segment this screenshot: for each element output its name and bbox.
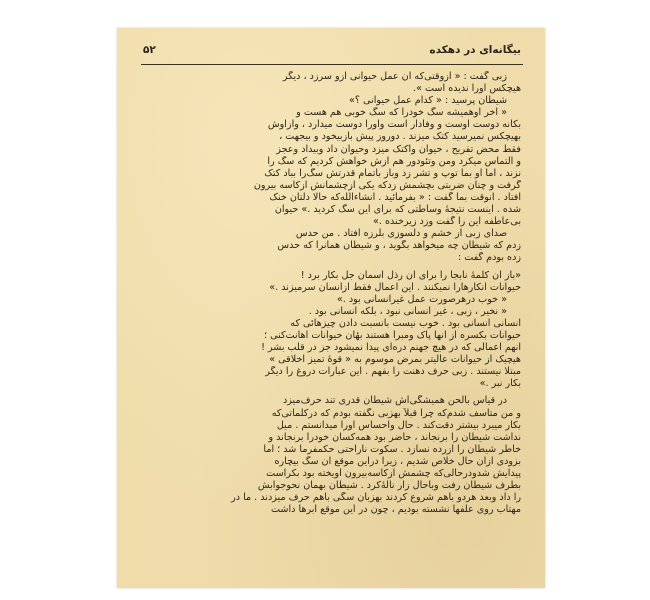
text-line: حیوانات انکارهارا نمیکنند . این اعمال فقط ازانسان سرمیزند .» xyxy=(269,281,521,293)
text-line: شده . اینست نتیجهٔ وساطتی که برای این سگ کردید .» حیوان xyxy=(274,204,521,216)
text-line: فقط محض تفریح ، حیوان واکتک میزد وحیوان داد وبیداد وعجز xyxy=(276,143,521,155)
text-line: خاطر شیطان را آزرده نسازد . سکوت ناراحتی حکمفرما شد ؛ اما xyxy=(263,443,521,455)
text-line: « آخر اوهمیشه سگ خودرا که سگ خوبی هم هست و xyxy=(296,107,507,119)
text-line: نزند ، اما او بما توپ و تشر زد وباز باتمام قدرتش سگ‌را بباد کتک xyxy=(264,167,521,179)
text-line: صدای زبی از خشم و دلسوزی بلرزه افتاد . من حدس xyxy=(295,228,507,240)
text-line: انسانی انسانی بود . خوب نیست بانسبت دادن چیزهائی که xyxy=(290,317,521,329)
text-line: بکانه دوست اوست و وفادار است واورا دوست میدارد ، وازاوش xyxy=(267,119,521,131)
text-line: در قیاس بالحن همیشگی‌اش شیطان قدری تند حرف‌میزد xyxy=(282,395,507,407)
text-line: « نخیر ، زبی ، غیر انسانی نبود ، بلکه انسانی بود . xyxy=(308,305,507,317)
text-line: بی‌عاطفه این را گفت وزد زیرخنده .» xyxy=(373,216,521,228)
text-line: زدم که شیطان چه میخواهد بگوید ، و شیطان همانرا که حدس xyxy=(277,240,521,252)
text-line: بکار میبرد بیشتر دقت‌کند . حال واحساس اورا میدانستم . میل xyxy=(276,419,521,431)
header-rule xyxy=(141,64,523,65)
text-line: بزودی ازآن حال خلاص شدیم ، زیرا دراین موقع آن سگ بیچاره xyxy=(274,455,521,467)
text-line: زبی گفت : « ازوقتی‌که آن عمل حیوانی ازو سرزد ، دیگر xyxy=(282,71,507,82)
text-line: «باز آن کلمهٔ نابجا را برای آن رذل آسمان جل بکار برد ! xyxy=(300,269,521,281)
text-line: هیچیک از حیوانات عالیتر بمرض موسوم به « قوهٔ تمیز اخلاقی » xyxy=(269,354,521,366)
text-line: بهیچکس نمیرسید کتک میزند . دوروز پیش بازبیخود و بیجهت ، xyxy=(279,131,521,143)
running-header xyxy=(143,44,521,62)
page-number: ۵۲ xyxy=(143,44,156,56)
text-line: هیچکس اورا ندیده است ». xyxy=(413,83,521,95)
text-line: و من متأسف شدم‌که چرا قبلاً بهزبی نگفته بودم که درکلماتی‌که xyxy=(271,407,521,419)
text-line: و التماس میکرد ومن وتئودور هم ازش خواهش کردیم که سگ را xyxy=(267,155,521,167)
text-line: افتاد . آنوقت بما گفت : « بفرمائید . انشاءالله‌که حالا دلتان خنک xyxy=(269,191,521,203)
text-line: مهتاب روی علفها نشسته بودیم ، چون در این موقع ابرها داشت xyxy=(271,504,521,516)
text-line: بکار نبر .» xyxy=(479,378,521,390)
text-line: را داد وبعد هردو باهم شروع کردند بهزبان سگی باهم حرف میزدند . ما در xyxy=(231,492,521,504)
text-line: گرفت و چنان ضربتی بچشمش زدکه یکی ازچشمانش ازکاسه بیرون xyxy=(253,179,521,191)
book-page xyxy=(117,28,545,588)
body-text xyxy=(145,71,521,576)
text-line: حیوانات بکسره از آنها پاک ومبرا هستند بهٔآن حیوانات اهانت‌کنی ؛ xyxy=(263,329,521,341)
text-line: شیطان پرسید : « کدام عمل حیوانی ؟» xyxy=(349,95,507,107)
running-title: بیگانه‌ای در دهکده xyxy=(429,44,521,56)
text-line: زده بودم گفت : xyxy=(458,252,521,264)
text-line: پیدایش شدودرحالی‌که چشمش ازکاسه‌بیرون آویخته بود بکراست xyxy=(266,468,521,479)
text-line: بطرف شیطان رفت وباحال زار نالهٔ‌کرد . شیطان بهمان نحوجوابش xyxy=(257,480,521,492)
text-line: مبتلا نیستند . زبی حرف دهنت را بفهم . این عبارات دروغ را دیگر xyxy=(265,366,521,378)
text-line: آنهم اعمالی که در هیچ جهنم دره‌ای پیدا نمیشود جز در قلب بشر ! xyxy=(261,342,521,354)
text-line: « خوب درهرصورت عمل غیرانسانی بود .» xyxy=(336,293,507,305)
text-line: نداشت شیطان را برنجاند ، حاضر بود همه‌کسان خودرا برنجاند و xyxy=(268,431,521,443)
